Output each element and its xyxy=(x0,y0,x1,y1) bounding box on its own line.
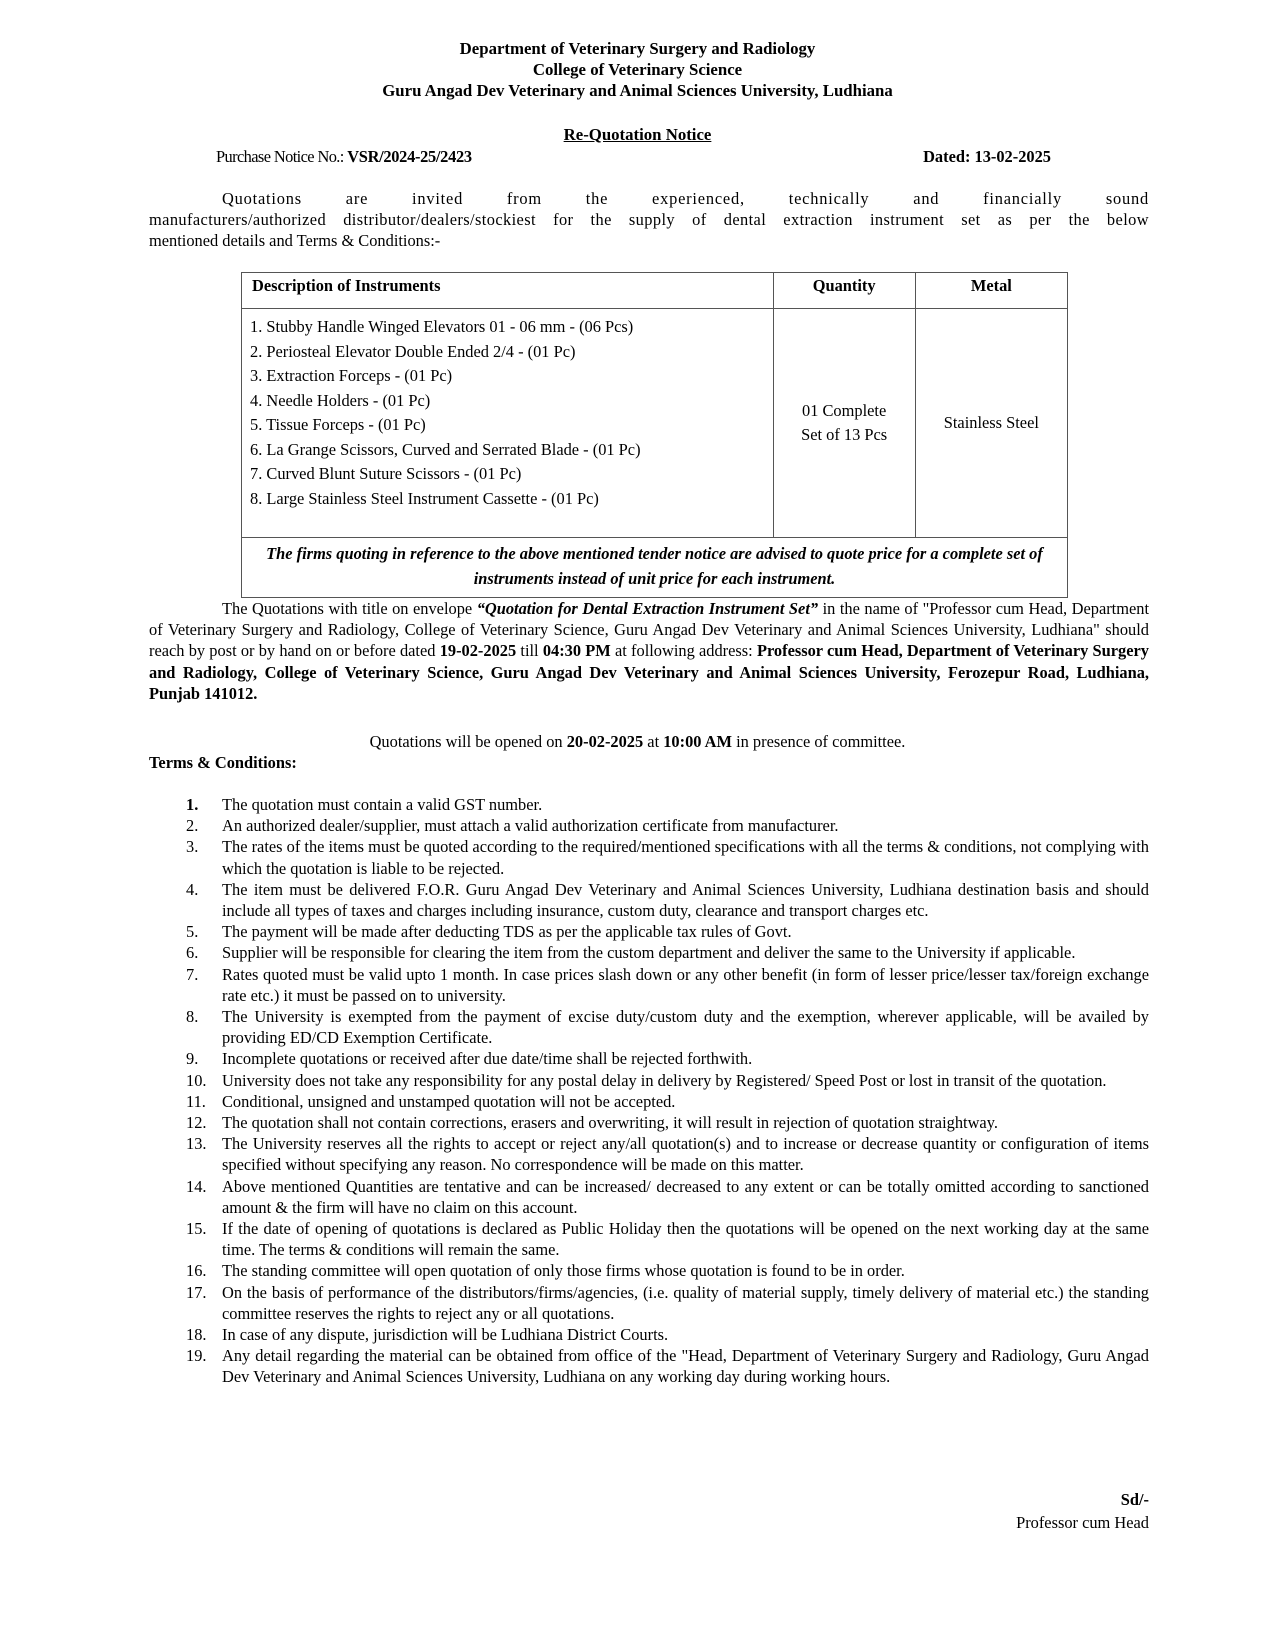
list-item xyxy=(149,836,1149,878)
term-number: 18. xyxy=(186,1325,207,1345)
list-item xyxy=(149,879,1149,921)
list-item xyxy=(149,1324,1149,1345)
list-item xyxy=(149,921,1149,942)
list-item xyxy=(149,1282,1149,1324)
submission-text-3: till xyxy=(516,641,543,661)
header-description: Description of Instruments xyxy=(242,273,774,309)
intro-paragraph xyxy=(149,188,1149,251)
term-number: 8. xyxy=(186,1007,199,1027)
table-row xyxy=(242,309,1068,538)
notice-title: Re-Quotation Notice xyxy=(563,125,712,144)
term-number: 7. xyxy=(186,964,199,984)
signature-mark: Sd/- xyxy=(1120,1490,1149,1509)
intro-line-3: mentioned details and Terms & Conditions:- xyxy=(149,231,441,250)
term-number: 10. xyxy=(186,1070,207,1090)
term-number: 3. xyxy=(186,837,199,857)
list-item: 4. Needle Holders - (01 Pc) xyxy=(250,390,431,410)
list-item: 6. La Grange Scissors, Curved and Serrated Blade - (01 Pc) xyxy=(250,439,641,459)
list-item xyxy=(149,1070,1149,1091)
term-text: The University is exempted from the payment of excise duty/custom duty and the exemption, wherever applicable, will be availed by providing ED/CD Exemption Certificate. xyxy=(222,1007,1149,1048)
term-text: In case of any dispute, jurisdiction will be Ludhiana District Courts. xyxy=(222,1325,669,1345)
term-number: 5. xyxy=(186,922,199,942)
term-number: 2. xyxy=(186,816,199,836)
term-text: Incomplete quotations or received after due date/time shall be rejected forthwith. xyxy=(222,1049,753,1069)
opening-text-3: in presence of committee. xyxy=(731,732,906,751)
envelope-title: “Quotation for Dental Extraction Instrument Set” xyxy=(476,599,819,618)
term-text: Above mentioned Quantities are tentative and can be increased/ decreased to any extent or can be totally omitted according to sanctioned amount & the firm will have no claim on this account. xyxy=(222,1176,1149,1217)
term-number: 14. xyxy=(186,1176,207,1196)
list-item: 1. Stubby Handle Winged Elevators 01 - 06 mm - (06 Pcs) xyxy=(250,317,634,336)
university-heading: Guru Angad Dev Veterinary and Animal Sciences University, Ludhiana xyxy=(382,81,893,100)
submission-text-1: The Quotations with title on envelope xyxy=(222,599,477,618)
term-text: The quotation must contain a valid GST number. xyxy=(222,795,543,814)
term-number: 12. xyxy=(186,1113,207,1133)
intro-line-1: Quotations are invited from the experienced, technically and financially sound xyxy=(222,189,1149,208)
submission-text-2: in the name of "Professor cum Head, Department of Veterinary Surgery and Radiology, College of Veterinary Science, Guru Angad Dev Veterinary and Animal Sciences University, Ludhiana" should reach by post or by hand on or before dated xyxy=(149,599,1150,661)
list-item xyxy=(149,1048,1149,1069)
term-number: 19. xyxy=(186,1346,207,1366)
instruments-table xyxy=(241,272,1068,598)
opening-date: 20-02-2025 xyxy=(566,732,644,751)
quantity-line-2: Set of 13 Pcs xyxy=(801,425,888,444)
list-item xyxy=(149,1345,1149,1387)
list-item xyxy=(149,942,1149,963)
table-note-row xyxy=(242,538,1068,598)
list-item: 7. Curved Blunt Suture Scissors - (01 Pc) xyxy=(250,464,522,483)
list-item xyxy=(149,815,1149,836)
list-item: 8. Large Stainless Steel Instrument Cassette - (01 Pc) xyxy=(250,488,599,508)
list-item: 5. Tissue Forceps - (01 Pc) xyxy=(250,415,426,434)
pricing-note: The firms quoting in reference to the above mentioned tender notice are advised to quote price for a complete set of instruments instead of unit price for each instrument. xyxy=(242,538,1068,598)
term-text: Any detail regarding the material can be obtained from office of the "Head, Department of Veterinary Surgery and Radiology, Guru Angad Dev Veterinary and Animal Sciences University, Ludhiana on any working day during working hours. xyxy=(222,1346,1149,1387)
terms-heading: Terms & Conditions: xyxy=(149,753,297,772)
terms-list xyxy=(149,794,1149,1388)
term-text: University does not take any responsibility for any postal delay in delivery by Registered/ Speed Post or lost in transit of the quotation. xyxy=(222,1070,1107,1090)
term-number: 4. xyxy=(186,879,199,899)
term-text: The rates of the items must be quoted according to the required/mentioned specifications with all the terms & conditions, not complying with which the quotation is liable to be rejected. xyxy=(222,837,1149,878)
list-item xyxy=(149,1006,1149,1048)
term-number: 15. xyxy=(186,1219,207,1239)
signatory-designation: Professor cum Head xyxy=(1016,1513,1149,1532)
list-item xyxy=(149,964,1149,1006)
list-item: 3. Extraction Forceps - (01 Pc) xyxy=(250,366,453,385)
list-item xyxy=(149,1260,1149,1281)
instrument-list-cell xyxy=(242,309,774,538)
term-number: 1. xyxy=(186,795,199,814)
notice-date: Dated: 13-02-2025 xyxy=(923,147,1051,166)
deadline-date: 19-02-2025 xyxy=(439,641,517,661)
submission-text-4: at following address: xyxy=(610,641,757,661)
list-item xyxy=(149,794,1149,815)
college-heading: College of Veterinary Science xyxy=(532,60,743,79)
list-item xyxy=(149,1218,1149,1260)
quantity-line-1: 01 Complete xyxy=(802,401,887,420)
list-item xyxy=(149,1091,1149,1112)
term-text: The payment will be made after deducting TDS as per the applicable tax rules of Govt. xyxy=(222,922,792,942)
term-text: The quotation shall not contain corrections, erasers and overwriting, it will result in rejection of quotation straightway. xyxy=(222,1113,998,1133)
opening-text-1: Quotations will be opened on xyxy=(369,732,567,751)
term-number: 17. xyxy=(186,1282,207,1302)
purchase-notice-row xyxy=(216,146,1051,167)
header-quantity: Quantity xyxy=(773,273,915,309)
term-number: 6. xyxy=(186,943,199,963)
opening-line xyxy=(0,731,1275,752)
term-text: Rates quoted must be valid upto 1 month. In case prices slash down or any other benefit (in form of lesser price/lesser tax/foreign exchange rate etc.) it must be passed on to university. xyxy=(222,964,1149,1005)
metal-cell: Stainless Steel xyxy=(915,309,1067,538)
header-metal: Metal xyxy=(915,273,1067,309)
list-item: 2. Periosteal Elevator Double Ended 2/4 - (01 Pc) xyxy=(250,341,576,361)
term-text: The item must be delivered F.O.R. Guru Angad Dev Veterinary and Animal Sciences University, Ludhiana destination basis and should include all types of taxes and charges including insurance, custom duty, clearance and transport charges etc. xyxy=(222,879,1149,921)
department-heading: Department of Veterinary Surgery and Radiology xyxy=(459,39,816,58)
term-text: Conditional, unsigned and unstamped quotation will not be accepted. xyxy=(222,1091,676,1111)
term-text: An authorized dealer/supplier, must attach a valid authorization certificate from manufacturer. xyxy=(222,816,839,836)
quantity-cell xyxy=(773,309,915,538)
list-item xyxy=(149,1133,1149,1175)
instrument-list xyxy=(250,315,773,511)
purchase-notice-label: Purchase Notice No.: xyxy=(216,147,348,166)
term-text: Supplier will be responsible for clearing the item from the custom department and deliver the same to the University if applicable. xyxy=(222,943,1076,963)
term-number: 11. xyxy=(186,1091,206,1111)
submission-address: Professor cum Head, Department of Veterinary Surgery and Radiology, College of Veterinary Science, Guru Angad Dev Veterinary and Animal Sciences University, Ferozepur Road, Ludhiana, Punjab 141012. xyxy=(149,641,1149,703)
table-header-row xyxy=(242,273,1068,309)
term-number: 13. xyxy=(186,1134,207,1154)
signature-block xyxy=(1016,1488,1149,1534)
intro-line-2: manufacturers/authorized distributor/dealers/stockiest for the supply of dental extraction instrument set as per the below xyxy=(149,210,1149,229)
term-text: The University reserves all the rights to accept or reject any/all quotation(s) and to increase or decrease quantity or configuration of items specified without specifying any reason. No correspondence will be made on this matter. xyxy=(222,1134,1149,1175)
term-number: 16. xyxy=(186,1261,207,1281)
opening-text-2: at xyxy=(643,732,664,751)
deadline-time: 04:30 PM xyxy=(542,641,611,661)
purchase-notice-number: VSR/2024-25/2423 xyxy=(347,147,472,166)
list-item xyxy=(149,1176,1149,1218)
term-text: On the basis of performance of the distributors/firms/agencies, (i.e. quality of material supply, timely delivery of material etc.) the standing committee reserves the rights to reject any or all quotations. xyxy=(222,1282,1149,1323)
opening-time: 10:00 AM xyxy=(663,732,732,751)
submission-paragraph xyxy=(149,598,1149,704)
term-text: If the date of opening of quotations is declared as Public Holiday then the quotations will be opened on the next working day at the same time. The terms & conditions will remain the same. xyxy=(222,1219,1149,1260)
list-item xyxy=(149,1112,1149,1133)
term-number: 9. xyxy=(186,1049,199,1069)
term-text: The standing committee will open quotation of only those firms whose quotation is found to be in order. xyxy=(222,1261,905,1281)
